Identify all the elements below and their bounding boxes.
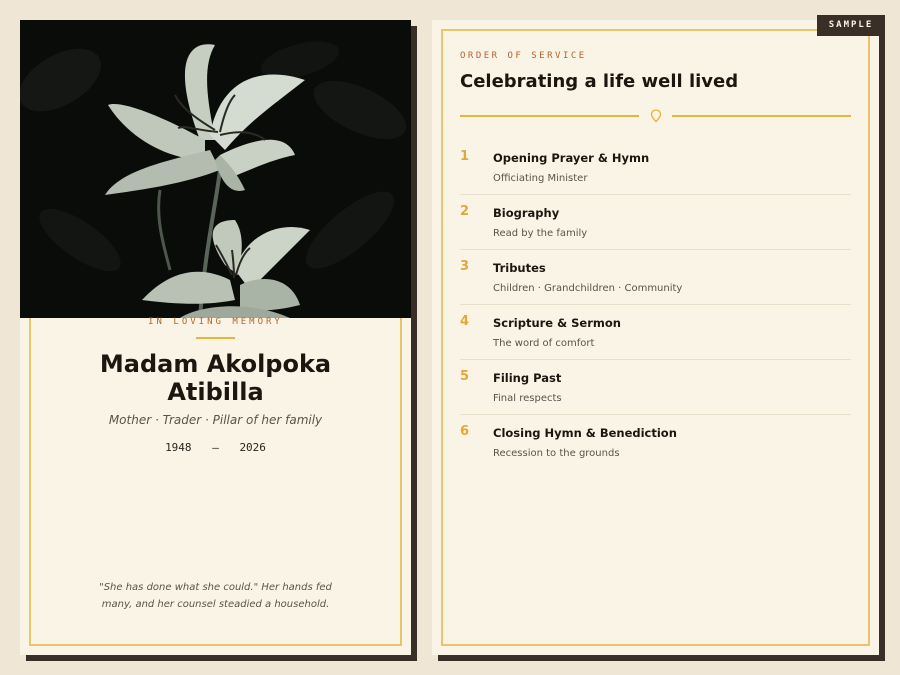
order-of-service-card	[432, 20, 879, 655]
service-list	[460, 140, 851, 470]
tagline: Mother · Trader · Pillar of her family	[108, 413, 323, 427]
item-title: Opening Prayer & Hymn	[493, 151, 650, 165]
item-subtitle: Recession to the grounds	[493, 448, 620, 459]
service-title: Celebrating a life well lived	[460, 71, 739, 92]
death-year: 2026	[239, 441, 266, 454]
item-subtitle: Final respects	[493, 393, 562, 404]
service-item	[460, 140, 851, 195]
item-subtitle: Read by the family	[493, 228, 588, 239]
memorial-quote	[80, 579, 351, 613]
quote-line-2: many, and her counsel steadied a household.	[101, 599, 330, 610]
service-item	[460, 305, 851, 360]
service-item	[460, 195, 851, 250]
map-pin-icon	[650, 109, 662, 123]
deceased-name	[20, 350, 411, 406]
service-item	[460, 415, 851, 470]
name-line-1: Madam Akolpoka	[99, 350, 332, 378]
date-separator: —	[212, 441, 219, 454]
item-number: 5	[460, 369, 470, 384]
item-subtitle: Children · Grandchildren · Community	[493, 283, 683, 294]
order-of-service-label: ORDER OF SERVICE	[460, 51, 587, 61]
service-item	[460, 360, 851, 415]
life-dates	[20, 441, 411, 454]
lily-photo	[20, 20, 411, 318]
item-number: 2	[460, 204, 470, 219]
sample-badge: SAMPLE	[817, 15, 885, 36]
item-title: Closing Hymn & Benediction	[493, 426, 677, 440]
quote-line-1: "She has done what she could." Her hands fed	[99, 582, 332, 593]
title-divider-right	[672, 115, 851, 117]
memory-divider	[196, 337, 235, 339]
item-number: 1	[460, 149, 470, 164]
item-number: 4	[460, 314, 470, 329]
item-number: 6	[460, 424, 470, 439]
title-divider-left	[460, 115, 639, 117]
item-title: Biography	[493, 206, 560, 220]
item-title: Filing Past	[493, 371, 562, 385]
item-subtitle: The word of comfort	[493, 338, 595, 349]
item-number: 3	[460, 259, 470, 274]
service-item	[460, 250, 851, 305]
name-line-2: Atibilla	[167, 378, 264, 406]
item-title: Scripture & Sermon	[493, 316, 621, 330]
in-loving-memory-label: IN LOVING MEMORY	[148, 317, 283, 327]
item-subtitle: Officiating Minister	[493, 173, 588, 184]
item-title: Tributes	[493, 261, 546, 275]
birth-year: 1948	[165, 441, 192, 454]
